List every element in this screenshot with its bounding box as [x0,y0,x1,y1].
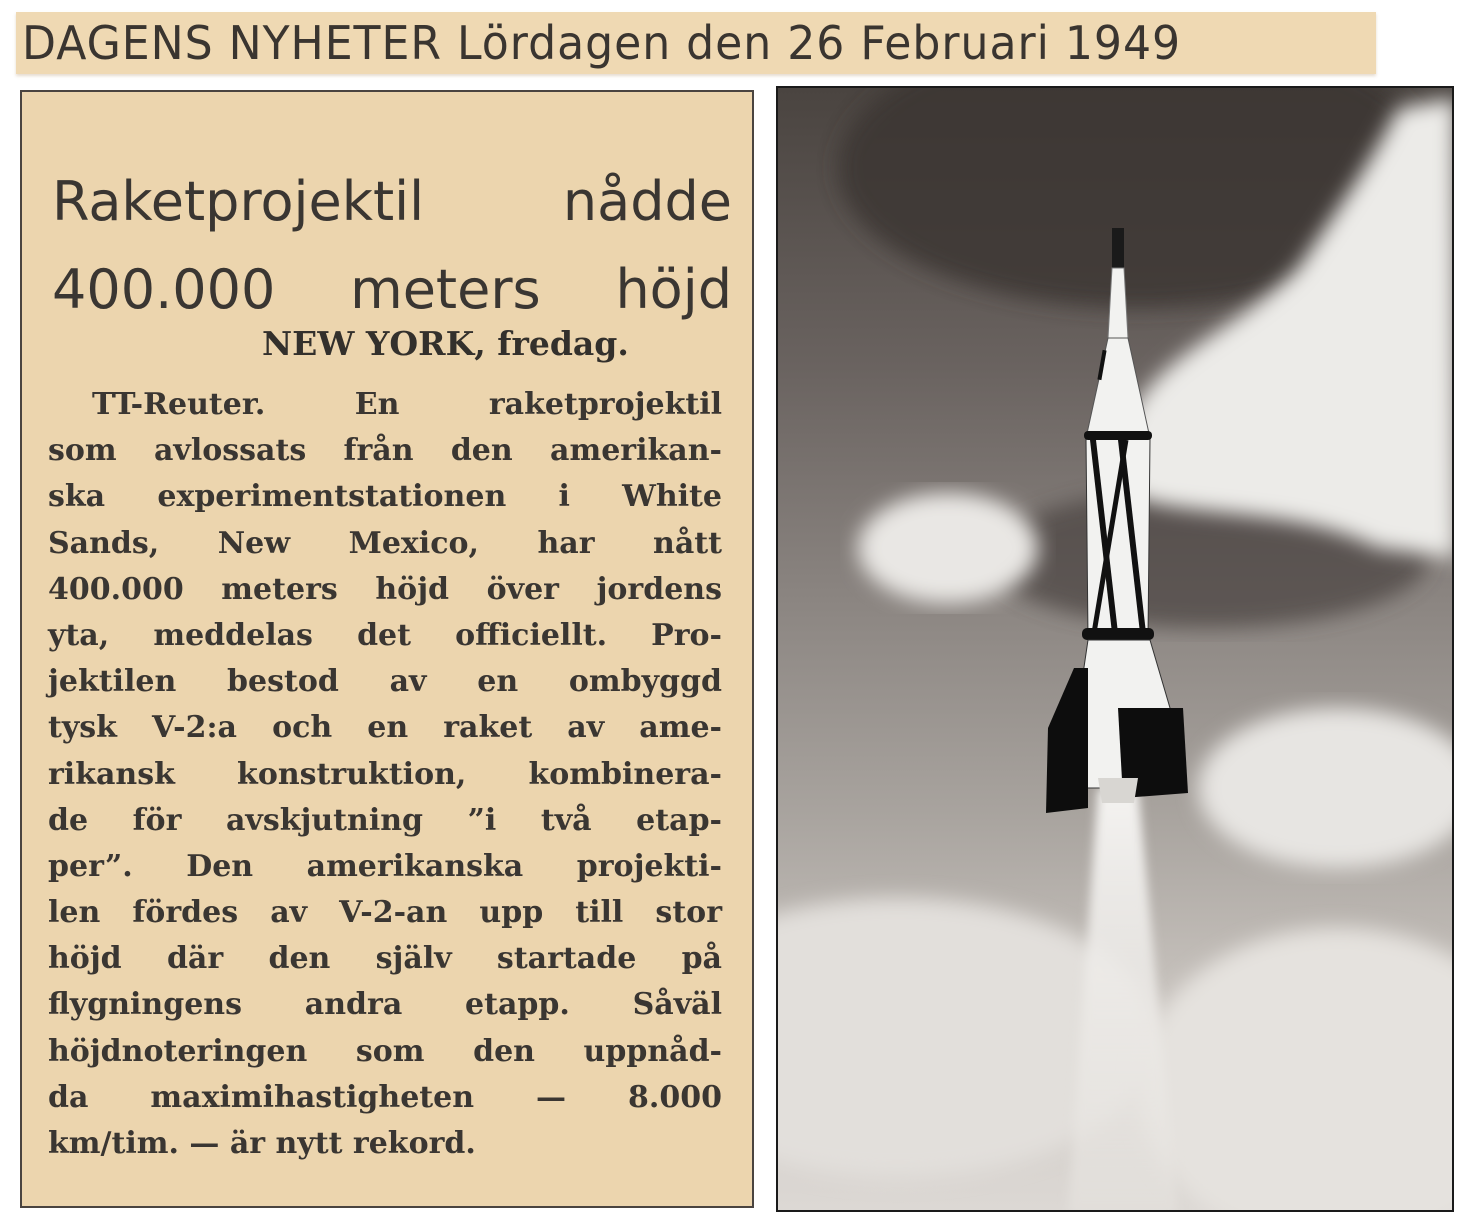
headline-line-1: Raketprojektil nådde [52,170,732,233]
body-line: da maximihastigheten — 8.000 [48,1079,722,1115]
article-body [48,382,722,1167]
article-headline [52,158,732,334]
body-line: höjdnoteringen som den uppnåd- [48,1033,722,1069]
body-line: 400.000 meters höjd över jordens [48,571,722,607]
body-line: ska experimentstationen i White [48,479,722,515]
news-article-clipping [20,90,754,1208]
body-line: km/tim. — är nytt rekord. [48,1126,476,1161]
body-line: Sands, New Mexico, har nått [48,525,722,561]
body-line: flygningens andra etapp. Såväl [48,987,722,1023]
body-line: tysk V-2:a och en raket av ame- [48,710,722,746]
body-line: höjd där den själv startade på [48,941,722,977]
headline-line-2: 400.000 meters höjd [52,258,732,321]
rocket-launch-photo [776,86,1454,1212]
body-line: per”. Den amerikanska projekti- [48,848,722,884]
masthead-text: DAGENS NYHETER Lördagen den 26 Februari 1949 [22,16,1182,70]
rocket-illustration-icon [778,88,1454,1212]
body-line: jektilen bestod av en ombyggd [48,664,722,700]
body-line: rikansk konstruktion, kombinera- [48,756,722,792]
article-dateline: NEW YORK, fredag. [262,324,629,363]
newspaper-masthead [16,12,1376,74]
body-line: len fördes av V-2-an upp till stor [48,895,722,931]
body-line: TT-Reuter. En raketprojektil [92,387,722,422]
body-line: yta, meddelas det officiellt. Pro- [48,617,722,653]
body-line: som avlossats från den amerikan- [48,433,722,469]
body-line: de för avskjutning ”i två etap- [48,802,722,838]
